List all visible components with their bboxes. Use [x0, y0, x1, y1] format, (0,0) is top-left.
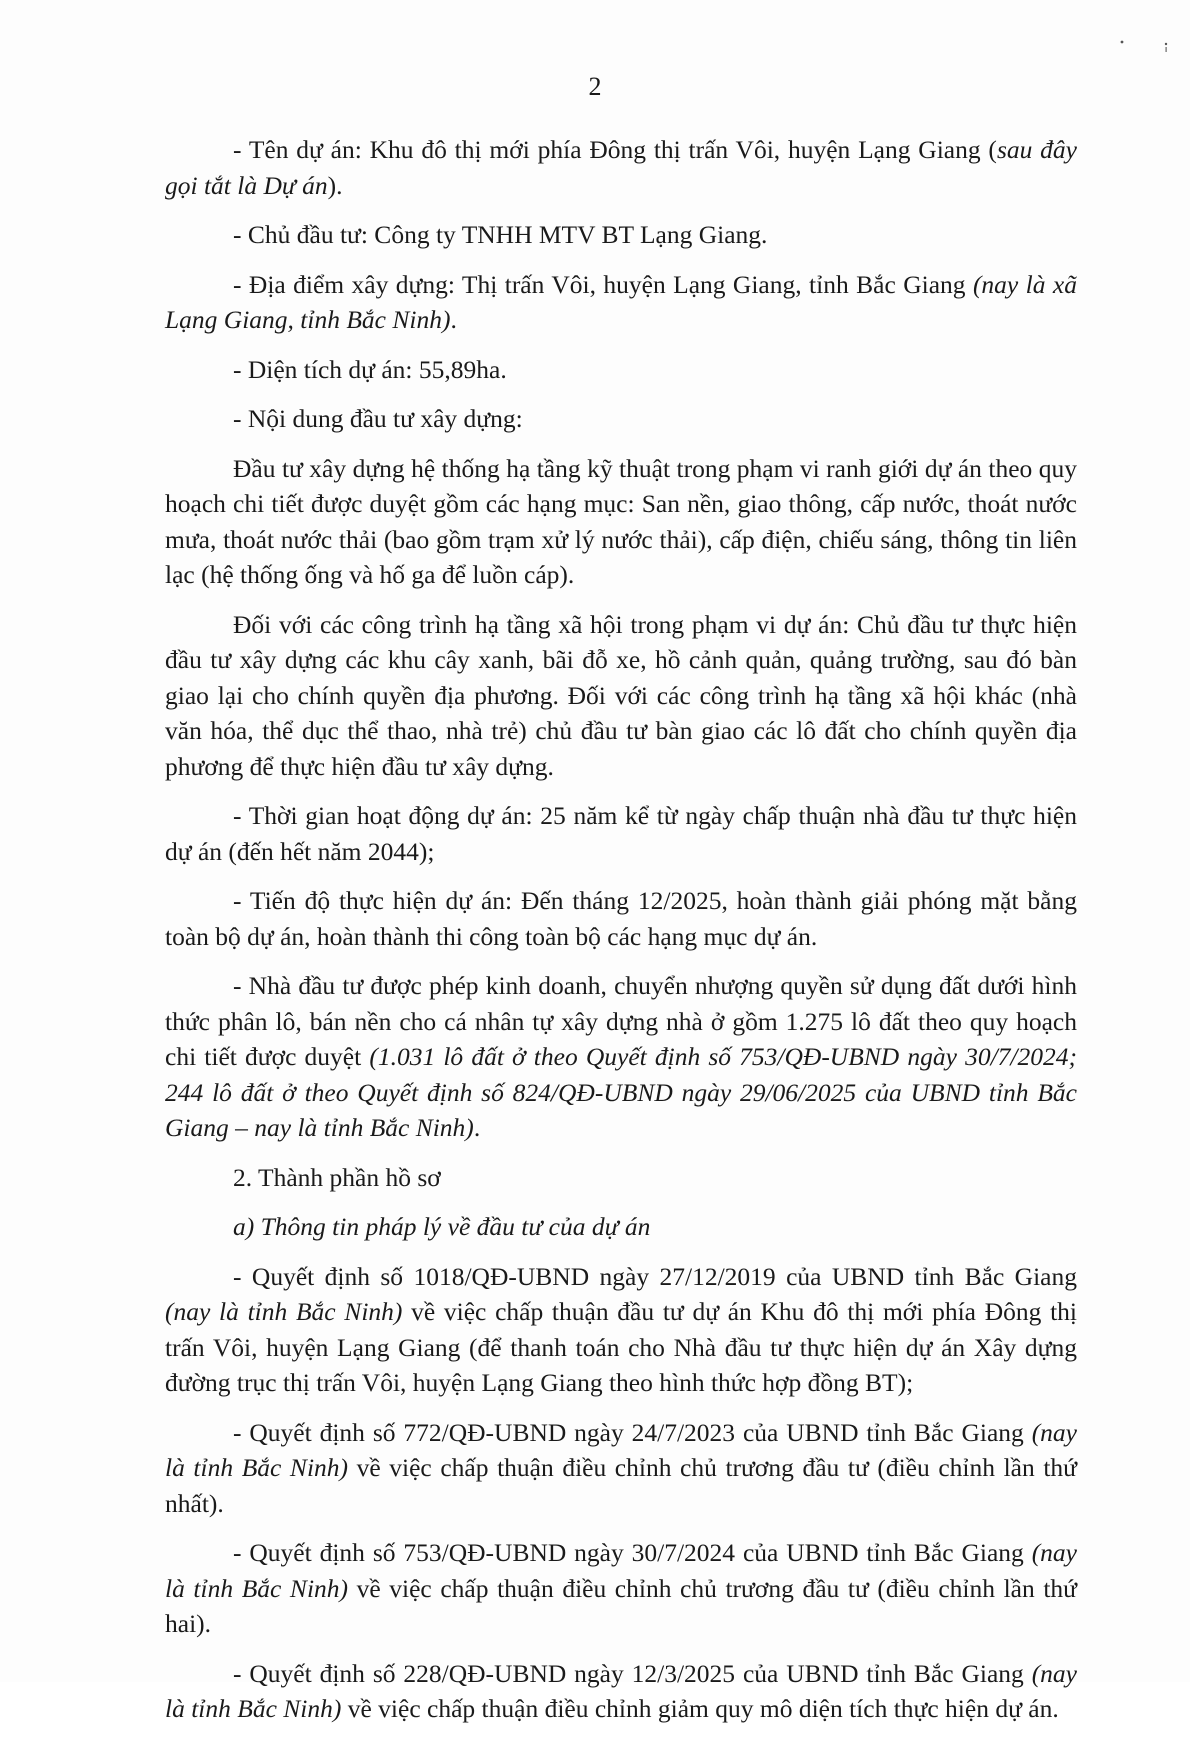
decision-item: - Quyết định số 228/QĐ-UBND ngày 12/3/2025 của UBND tỉnh Bắc Giang (nay là tỉnh Bắc Ninh) về việc chấp thuận điều chỉnh giảm quy mô diện tích thực hiện dự án.	[165, 1658, 1077, 1723]
page-number: 2	[588, 72, 602, 101]
section-heading: 2. Thành phần hồ sơ	[233, 1162, 441, 1192]
content-paragraph-technical: Đầu tư xây dựng hệ thống hạ tầng kỹ thuật trong phạm vi ranh giới dự án theo quy hoạch chi tiết được duyệt gồm các hạng mục: San nền, giao thông, cấp nước, thoát nước mưa, thoát nước thải (bao gồm trạm xử lý nước thải), cấp điện, chiếu sáng, thông tin liên lạc (hệ thống ống và hố ga để luồn cáp).	[165, 453, 1077, 589]
project-schedule: - Tiến độ thực hiện dự án: Đến tháng 12/2025, hoàn thành giải phóng mặt bằng toàn bộ dự án, hoàn thành thi công toàn bộ các hạng mục dự án.	[165, 886, 1077, 951]
document-body	[165, 132, 1077, 1741]
project-name: - Tên dự án: Khu đô thị mới phía Đông thị trấn Vôi, huyện Lạng Giang (sau đây gọi tắt là Dự án).	[165, 135, 1077, 200]
section-subheading: a) Thông tin pháp lý về đầu tư của dự án	[233, 1212, 651, 1241]
project-area: - Diện tích dự án: 55,89ha.	[233, 354, 507, 384]
content-heading: - Nội dung đầu tư xây dựng:	[233, 404, 523, 433]
project-location: - Địa điểm xây dựng: Thị trấn Vôi, huyện Lạng Giang, tỉnh Bắc Giang (nay là xã Lạng Giang, tỉnh Bắc Ninh).	[165, 269, 1077, 334]
project-business: - Nhà đầu tư được phép kinh doanh, chuyển nhượng quyền sử dụng đất dưới hình thức phân lô, bán nền cho cá nhân tự xây dựng nhà ở gồm 1.275 lô đất theo quy hoạch chi tiết được duyệt (1.031 lô đất ở theo Quyết định số 753/QĐ-UBND ngày 30/7/2024; 244 lô đất ở theo Quyết định số 824/QĐ-UBND ngày 29/06/2025 của UBND tỉnh Bắc Giang – nay là tỉnh Bắc Ninh).	[165, 971, 1077, 1142]
decision-item: - Quyết định số 772/QĐ-UBND ngày 24/7/2023 của UBND tỉnh Bắc Giang (nay là tỉnh Bắc Ninh) về việc chấp thuận điều chỉnh chủ trương đầu tư (điều chỉnh lần thứ nhất).	[165, 1417, 1077, 1518]
scan-specks	[1100, 36, 1170, 56]
content-paragraph-social: Đối với các công trình hạ tầng xã hội trong phạm vi dự án: Chủ đầu tư thực hiện đầu tư xây dựng các khu cây xanh, bãi đỗ xe, hồ cảnh quản, quảng trường, sau đó bàn giao lại cho chính quyền địa phương. Đối với các công trình hạ tầng xã hội khác (nhà văn hóa, thể dục thể thao, nhà trẻ) chủ đầu tư bàn giao các lô đất cho chính quyền địa phương để thực hiện đầu tư xây dựng.	[165, 609, 1077, 781]
decision-item: - Quyết định số 1018/QĐ-UBND ngày 27/12/2019 của UBND tỉnh Bắc Giang (nay là tỉnh Bắc Ninh) về việc chấp thuận đầu tư dự án Khu đô thị mới phía Đông thị trấn Vôi, huyện Lạng Giang (để thanh toán cho Nhà đầu tư thực hiện dự án Xây dựng đường trục thị trấn Vôi, huyện Lạng Giang theo hình thức hợp đồng BT);	[165, 1261, 1078, 1397]
decision-item: - Quyết định số 753/QĐ-UBND ngày 30/7/2024 của UBND tỉnh Bắc Giang (nay là tỉnh Bắc Ninh) về việc chấp thuận điều chỉnh chủ trương đầu tư (điều chỉnh lần thứ hai).	[165, 1538, 1077, 1638]
project-investor: - Chủ đầu tư: Công ty TNHH MTV BT Lạng Giang.	[233, 220, 768, 249]
project-duration: - Thời gian hoạt động dự án: 25 năm kể từ ngày chấp thuận nhà đầu tư thực hiện dự án (đến hết năm 2044);	[165, 801, 1077, 866]
